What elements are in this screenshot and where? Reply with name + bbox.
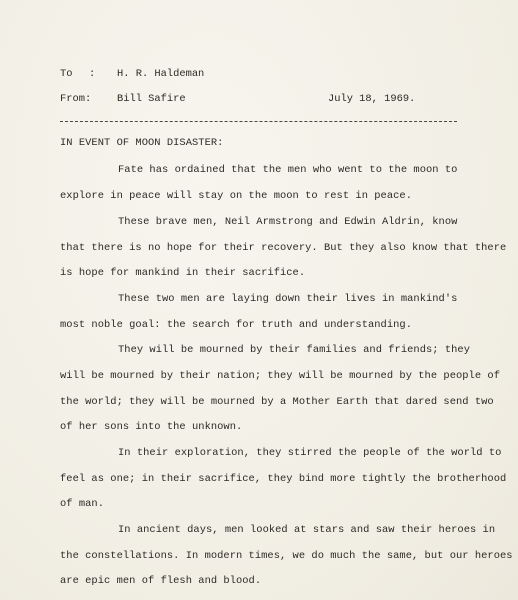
body-line: will be mourned by their nation; they will be mourned by the people of xyxy=(60,370,500,382)
body-line: explore in peace will stay on the moon to rest in peace. xyxy=(60,190,412,202)
memo-date: July 18, 1969. xyxy=(328,93,416,105)
to-value: H. R. Haldeman xyxy=(117,68,205,80)
body-line: are epic men of flesh and blood. xyxy=(60,575,262,587)
body-line: They will be mourned by their families and friends; they xyxy=(118,344,470,356)
body-line: These two men are laying down their lives in mankind's xyxy=(118,293,458,305)
body-line: of man. xyxy=(60,498,104,510)
body-line: Fate has ordained that the men who went to the moon to xyxy=(118,164,458,176)
body-line: the world; they will be mourned by a Mother Earth that dared send two xyxy=(60,396,494,408)
to-separator: : xyxy=(89,68,96,80)
body-line: is hope for mankind in their sacrifice. xyxy=(60,267,306,279)
body-line: of her sons into the unknown. xyxy=(60,421,243,433)
from-value: Bill Safire xyxy=(117,93,186,105)
body-line: most noble goal: the search for truth and understanding. xyxy=(60,319,412,331)
body-line: In their exploration, they stirred the people of the world to xyxy=(118,447,502,459)
from-label: From: xyxy=(60,93,92,105)
body-line: These brave men, Neil Armstrong and Edwin Aldrin, know xyxy=(118,216,458,228)
body-line: the constellations. In modern times, we do much the same, but our heroes xyxy=(60,550,513,562)
body-line: In ancient days, men looked at stars and saw their heroes in xyxy=(118,524,496,536)
dashed-divider xyxy=(60,121,457,122)
to-label: To xyxy=(60,68,73,80)
body-line: that there is no hope for their recovery. But they also know that there xyxy=(60,242,507,254)
memo-heading: IN EVENT OF MOON DISASTER: xyxy=(60,137,224,149)
body-line: feel as one; in their sacrifice, they bind more tightly the brotherhood xyxy=(60,473,507,485)
